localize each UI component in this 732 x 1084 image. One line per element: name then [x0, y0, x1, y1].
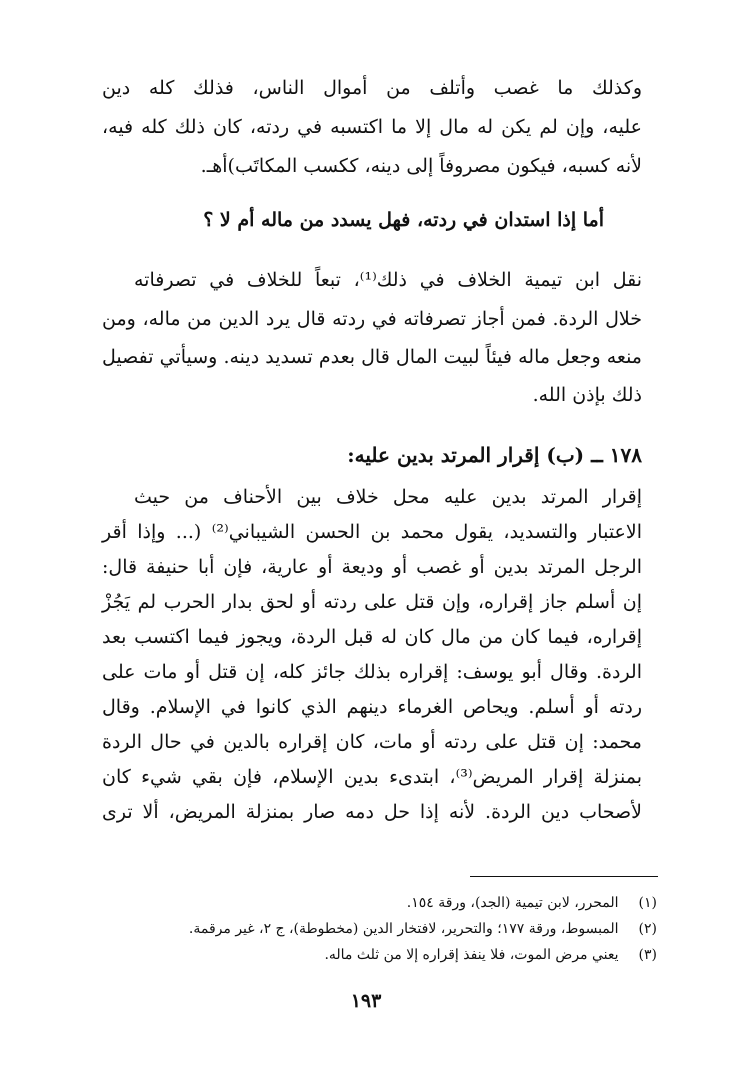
paragraph-2-line-4: ذلك بإذن الله. — [532, 384, 642, 406]
footnote-1 — [407, 892, 657, 914]
paragraph-3-line-6: الردة. وقال أبو يوسف: إقراره بذلك جائز كله، إن قتل أو مات على — [102, 661, 642, 683]
footnote-1-text: المحرر، لابن تيمية (الجد)، ورقة ١٥٤. — [406, 895, 619, 911]
footnote-3-text: يعني مرض الموت، فلا ينفذ إقراره إلا من ثلث ماله. — [324, 947, 619, 963]
section-heading: ١٧٨ ــ (ب) إقرار المرتد بدين عليه: — [347, 443, 642, 467]
paragraph-2-line-1: نقل ابن تيمية الخلاف في ذلك⁽¹⁾، تبعاً للخلاف في تصرفاته — [134, 269, 643, 291]
footnote-2-number: (٢) — [638, 921, 657, 937]
footnote-3-number: (٣) — [638, 947, 657, 963]
footnote-divider — [470, 876, 658, 877]
question-line: أما إذا استدان في ردته، فهل يسدد من ماله أم لا ؟ — [203, 209, 604, 231]
paragraph-3-line-5: إقراره، فيما كان من مال كان له قبل الردة، ويجوز فيما اكتسب بعد — [102, 626, 642, 648]
paragraph-3-line-3: الرجل المرتد بدين أو غصب أو وديعة أو عارية، فإن أبا حنيفة قال: — [102, 556, 642, 578]
paragraph-3-line-9: بمنزلة إقرار المريض⁽³⁾، ابتدىء بدين الإسلام، فإن بقي شيء كان — [102, 766, 642, 788]
footnote-2 — [189, 918, 657, 940]
paragraph-1-line-3: لأنه كسبه، فيكون مصروفاً إلى دينه، ككسب المكاتَب)أهـ. — [200, 155, 642, 177]
footnote-1-number: (١) — [638, 895, 657, 911]
page-number: ١٩٣ — [350, 990, 382, 1012]
paragraph-1-line-2: عليه، وإن لم يكن له مال إلا ما اكتسبه في ردته، كان ذلك كله فيه، — [102, 116, 642, 138]
paragraph-2-line-2: خلال الردة. فمن أجاز تصرفاته في ردته قال يرد الدين من ماله، ومن — [102, 308, 642, 330]
paragraph-1-line-1: وكذلك ما غصب وأتلف من أموال الناس، فذلك كله دين — [102, 77, 642, 99]
footnote-2-text: المبسوط، ورقة ١٧٧؛ والتحرير، لافتخار الدين (مخطوطة)، ج ٢، غير مرقمة. — [188, 921, 619, 937]
paragraph-2-line-3: منعه وجعل ماله فيئاً لبيت المال قال بعدم تسديد دينه. وسيأتي تفصيل — [102, 346, 642, 368]
paragraph-3-line-1: إقرار المرتد بدين عليه محل خلاف بين الأحناف من حيث — [134, 486, 642, 508]
paragraph-3-line-10: لأصحاب دين الردة. لأنه إذا حل دمه صار بمنزلة المريض، ألا ترى — [102, 801, 642, 823]
paragraph-3-line-4: إن أسلم جاز إقراره، وإن قتل على ردته أو لحق بدار الحرب لم يَجُزْ — [102, 591, 642, 613]
paragraph-3-line-2: الاعتبار والتسديد، يقول محمد بن الحسن الشيباني⁽²⁾ (... وإذا أقر — [102, 521, 642, 543]
footnote-3 — [324, 944, 657, 966]
paragraph-3-line-7: ردته أو أسلم. ويحاص الغرماء دينهم الذي كانوا في الإسلام. وقال — [102, 696, 642, 718]
paragraph-3-line-8: محمد: إن قتل على ردته أو مات، كان إقراره بالدين في حال الردة — [102, 731, 642, 753]
